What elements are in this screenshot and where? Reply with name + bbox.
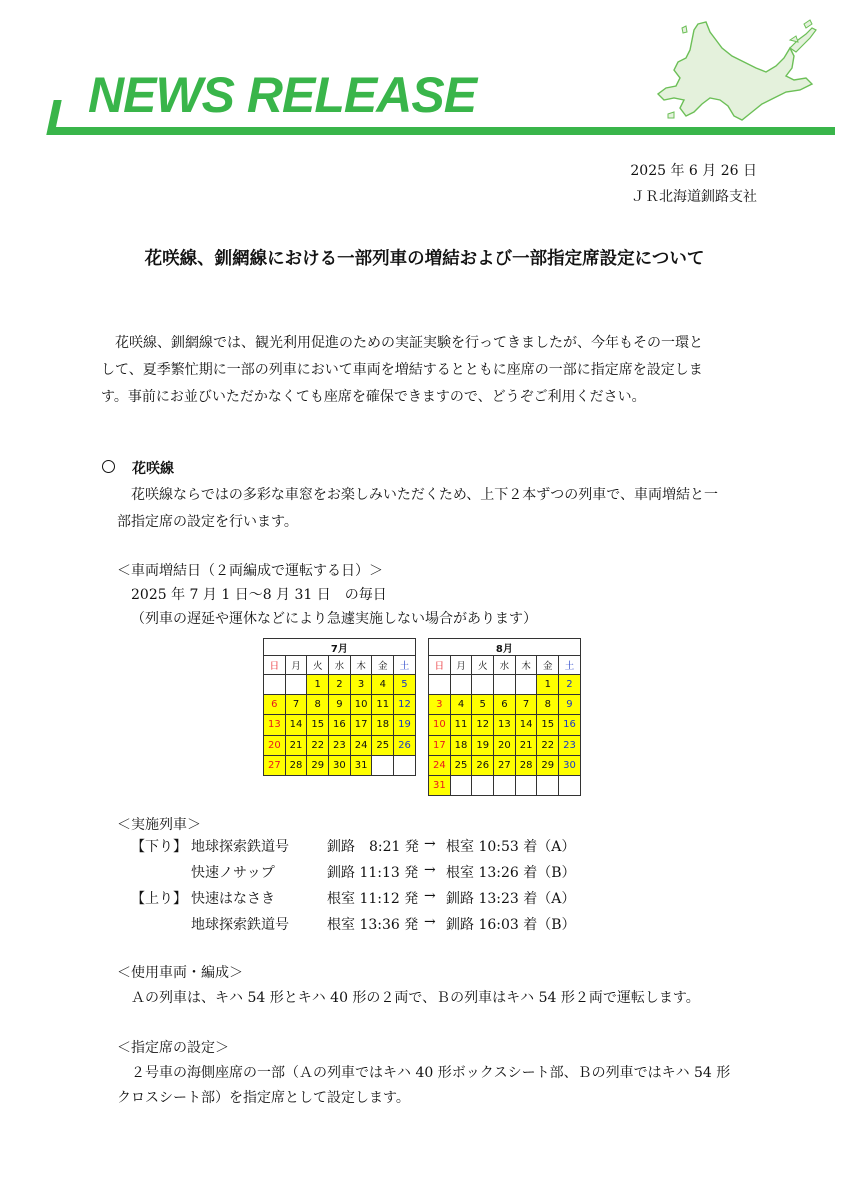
- train-name: 地球探索鉄道号: [191, 917, 289, 933]
- calendar-day: 28: [285, 755, 307, 775]
- coupling-period: 2025 年 7 月 1 日～8 月 31 日 の毎日: [131, 587, 387, 603]
- calendar-day: 9: [329, 695, 351, 715]
- calendar-day: 8: [537, 695, 559, 715]
- calendar-day: 24: [350, 735, 372, 755]
- calendar-empty-cell: [264, 675, 286, 695]
- calendar-day: 27: [494, 755, 516, 775]
- calendar-day: 3: [429, 695, 451, 715]
- calendar-day: 28: [515, 755, 537, 775]
- calendar-day: 22: [307, 735, 329, 755]
- train-dep: 釧路 11:13 発: [327, 865, 419, 881]
- news-release-logo: NEWS RELEASE: [88, 67, 477, 123]
- section-line-1: 花咲線ならではの多彩な車窓をお楽しみいただくため、上下２本ずつの列車で、車両増結と一: [131, 487, 719, 503]
- calendar-day: 14: [515, 715, 537, 735]
- calendar-day: 4: [372, 675, 394, 695]
- train-arrow: →: [424, 888, 436, 904]
- calendar-empty-cell: [450, 775, 472, 795]
- section-line-2: 部指定席の設定を行います。: [117, 514, 298, 530]
- weekday-header: 月: [285, 656, 307, 675]
- calendar-empty-cell: [515, 675, 537, 695]
- calendar-day: 24: [429, 755, 451, 775]
- train-arr: 根室 13:26 着（B）: [446, 865, 576, 881]
- calendar-day: 19: [472, 735, 494, 755]
- calendar-empty-cell: [515, 775, 537, 795]
- calendar-day: 2: [559, 675, 581, 695]
- calendar-day: 9: [559, 695, 581, 715]
- weekday-header: 金: [372, 656, 394, 675]
- header-rule: [50, 127, 835, 135]
- calendar-empty-cell: [537, 775, 559, 795]
- calendar-day: 29: [537, 755, 559, 775]
- calendar-empty-cell: [450, 675, 472, 695]
- calendar-day: 31: [429, 775, 451, 795]
- calendar-day: 1: [537, 675, 559, 695]
- weekday-header: 水: [329, 656, 351, 675]
- calendar-day: 25: [450, 755, 472, 775]
- weekday-header: 金: [537, 656, 559, 675]
- calendar-day: 17: [350, 715, 372, 735]
- weekday-header: 火: [472, 656, 494, 675]
- train-dep: 根室 13:36 発: [327, 917, 419, 933]
- calendar-day: 10: [350, 695, 372, 715]
- weekday-header: 火: [307, 656, 329, 675]
- train-direction: 【下り】: [131, 839, 187, 855]
- calendar-empty-cell: [285, 675, 307, 695]
- calendar-day: 13: [494, 715, 516, 735]
- train-arrow: →: [424, 914, 436, 930]
- calendar-day: 26: [472, 755, 494, 775]
- calendar-day: 18: [450, 735, 472, 755]
- calendar-day: 6: [494, 695, 516, 715]
- calendar-day: 20: [264, 735, 286, 755]
- calendar-day: 23: [559, 735, 581, 755]
- train-name: 快速ノサップ: [191, 865, 275, 881]
- train-name: 快速はなさき: [191, 891, 275, 907]
- train-arr: 釧路 16:03 着（B）: [446, 917, 576, 933]
- train-arrow: →: [424, 862, 436, 878]
- calendar-day: 3: [350, 675, 372, 695]
- calendar-day: 29: [307, 755, 329, 775]
- calendar-day: 22: [537, 735, 559, 755]
- weekday-header: 日: [264, 656, 286, 675]
- train-arr: 釧路 13:23 着（A）: [446, 891, 576, 907]
- calendar-day: 10: [429, 715, 451, 735]
- calendar-day: 13: [264, 715, 286, 735]
- calendar-day: 11: [372, 695, 394, 715]
- intro-line-1: 花咲線、釧網線では、観光利用促進のための実証実験を行ってきましたが、今年もその一環と: [115, 335, 703, 351]
- train-arr: 根室 10:53 着（A）: [446, 839, 576, 855]
- weekday-header: 月: [450, 656, 472, 675]
- calendar-day: 1: [307, 675, 329, 695]
- release-date: 2025 年 6 月 26 日: [630, 163, 757, 179]
- reserved-line-1: ２号車の海側座席の一部（Ａの列車ではキハ 40 形ボックスシート部、Ｂの列車ではキハ 54 形: [131, 1065, 731, 1081]
- intro-line-2: して、夏季繁忙期に一部の列車において車両を増結するとともに座席の一部に指定席を設定しま: [101, 362, 703, 378]
- calendar-day: 19: [394, 715, 416, 735]
- weekday-header: 水: [494, 656, 516, 675]
- vehicles-heading: ＜使用車両・編成＞: [117, 965, 243, 981]
- calendar-empty-cell: [472, 775, 494, 795]
- calendar-day: 30: [329, 755, 351, 775]
- calendar-month-label: 8月: [429, 639, 581, 656]
- train-direction: 【上り】: [131, 891, 187, 907]
- calendar-day: 16: [329, 715, 351, 735]
- weekday-header: 土: [394, 656, 416, 675]
- calendar-day: 7: [285, 695, 307, 715]
- calendar-day: 7: [515, 695, 537, 715]
- calendar-day: 15: [537, 715, 559, 735]
- calendar-day: 25: [372, 735, 394, 755]
- calendar-empty-cell: [559, 775, 581, 795]
- coupling-heading: ＜車両増結日（２両編成で運転する日）＞: [117, 563, 383, 579]
- section-title: 花咲線: [132, 461, 174, 477]
- calendar-day: 27: [264, 755, 286, 775]
- calendar-day: 12: [472, 715, 494, 735]
- calendar-day: 20: [494, 735, 516, 755]
- calendar-day: 16: [559, 715, 581, 735]
- hokkaido-map-icon: [640, 18, 820, 126]
- weekday-header: 木: [515, 656, 537, 675]
- calendar-day: 12: [394, 695, 416, 715]
- calendar-empty-cell: [429, 675, 451, 695]
- calendar-day: 11: [450, 715, 472, 735]
- vehicles-text: Ａの列車は、キハ 54 形とキハ 40 形の２両で、Ｂの列車はキハ 54 形２両で運転します。: [131, 990, 700, 1006]
- calendar-empty-cell: [372, 755, 394, 775]
- calendar-day: 26: [394, 735, 416, 755]
- weekday-header: 土: [559, 656, 581, 675]
- calendar-day: 2: [329, 675, 351, 695]
- page-title: 花咲線、釧網線における一部列車の増結および一部指定席設定について: [144, 249, 705, 269]
- train-arrow: →: [424, 836, 436, 852]
- reserved-line-2: クロスシート部）を指定席として設定します。: [117, 1090, 410, 1106]
- calendar-day: 21: [285, 735, 307, 755]
- calendar-day: 30: [559, 755, 581, 775]
- train-dep: 根室 11:12 発: [327, 891, 419, 907]
- calendar-day: 8: [307, 695, 329, 715]
- weekday-header: 木: [350, 656, 372, 675]
- organization-name: ＪＲ北海道釧路支社: [631, 189, 757, 205]
- calendar-day: 23: [329, 735, 351, 755]
- calendar-empty-cell: [394, 755, 416, 775]
- calendar-day: 14: [285, 715, 307, 735]
- coupling-note: （列車の遅延や運休などにより急遽実施しない場合があります）: [131, 611, 537, 627]
- calendar-day: 17: [429, 735, 451, 755]
- calendar-july: [263, 638, 416, 776]
- trains-heading: ＜実施列車＞: [117, 817, 201, 833]
- calendar-august: [428, 638, 581, 796]
- weekday-header: 日: [429, 656, 451, 675]
- train-dep: 釧路 8:21 発: [327, 839, 419, 855]
- calendar-day: 6: [264, 695, 286, 715]
- calendar-day: 21: [515, 735, 537, 755]
- reserved-heading: ＜指定席の設定＞: [117, 1040, 229, 1056]
- calendar-day: 5: [394, 675, 416, 695]
- train-name: 地球探索鉄道号: [191, 839, 289, 855]
- section-bullet-icon: [102, 460, 115, 473]
- calendar-day: 15: [307, 715, 329, 735]
- intro-line-3: す。事前にお並びいただかなくても座席を確保できますので、どうぞご利用ください。: [101, 389, 646, 405]
- calendar-day: 31: [350, 755, 372, 775]
- calendar-day: 5: [472, 695, 494, 715]
- calendar-empty-cell: [494, 775, 516, 795]
- calendar-day: 4: [450, 695, 472, 715]
- calendar-month-label: 7月: [264, 639, 416, 656]
- calendar-empty-cell: [494, 675, 516, 695]
- calendar-day: 18: [372, 715, 394, 735]
- calendar-empty-cell: [472, 675, 494, 695]
